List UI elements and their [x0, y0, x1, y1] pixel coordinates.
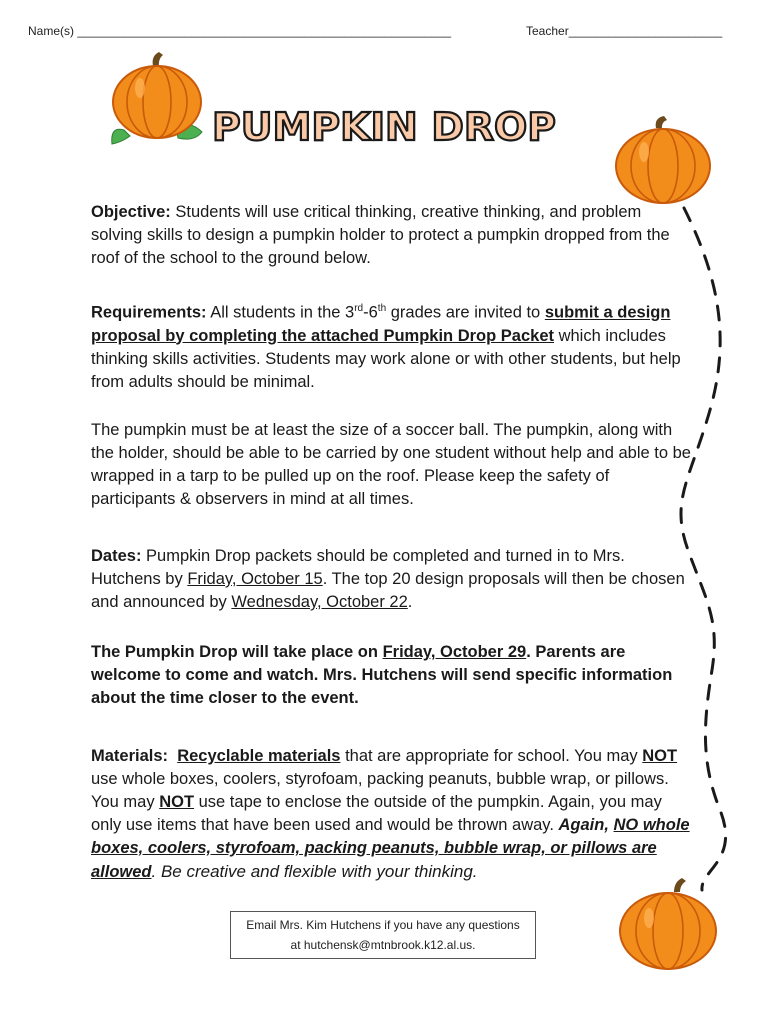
contact-box — [230, 911, 536, 959]
dates-text-b: . The top 20 design proposals will then be chosen and announced by — [91, 570, 685, 611]
materials-spacer — [168, 747, 177, 765]
names-field-label: Name(s) ________________________________________________________ — [28, 24, 452, 38]
pumpkin-size-section — [91, 419, 691, 511]
materials-closing: . Be creative and flexible with your thinking. — [151, 862, 478, 881]
due-date: Friday, October 15 — [187, 570, 323, 588]
requirements-text-d: which includes thinking skills activities. Students may work alone or with other students, but help from adults should be minimal. — [91, 326, 681, 391]
dates-text-c: . — [407, 593, 413, 611]
requirements-emphasis: submit a design proposal by completing the attached Pumpkin Drop Packet — [91, 303, 671, 345]
not-emphasis-2: NOT — [159, 793, 195, 811]
objective-text: Students will use critical thinking, creative thinking, and problem solving skills to design a pumpkin holder to protect a pumpkin dropped from the roof of the school to the ground below. — [91, 203, 670, 267]
superscript-rd: rd — [354, 303, 364, 314]
contact-line-1: Email Mrs. Kim Hutchens if you have any questions — [246, 918, 520, 932]
materials-section — [91, 745, 691, 884]
event-section — [91, 641, 691, 710]
requirements-section — [91, 297, 691, 394]
objective-section — [91, 201, 691, 270]
contact-email[interactable]: at hutchensk@mtnbrook.k12.al.us. — [290, 938, 476, 952]
recyclable-materials: Recyclable materials — [177, 747, 341, 765]
title-banner — [210, 100, 560, 150]
requirements-text-a: All students in the 3 — [206, 303, 355, 322]
announce-date: Wednesday, October 22 — [231, 593, 408, 611]
event-text-b: . Parents are welcome to come and watch. Mrs. Hutchens will send specific information about the time closer to the event. — [91, 643, 673, 707]
pumpkin-size-text: The pumpkin must be at least the size of a soccer ball. The pumpkin, along with the holder, should be able to be carried by one student without help and able to be wrapped in a tarp to be pulled up on the roof. Please keep the safety of participants & observers in mind at all times. — [91, 421, 691, 508]
event-date: Friday, October 29 — [382, 643, 527, 661]
prohibited-items: NO whole boxes, coolers, styrofoam, packing peanuts, bubble wrap, or pillows are allowed — [91, 816, 690, 881]
materials-text-b: use whole boxes, coolers, styrofoam, packing peanuts, bubble wrap, or pillows. You may — [91, 770, 669, 811]
page-title: PUMPKIN DROP — [212, 105, 556, 149]
dates-label: Dates: — [91, 547, 142, 565]
materials-text-a: that are appropriate for school. You may — [340, 747, 643, 765]
pumpkin-icon — [104, 50, 214, 146]
dates-section — [91, 545, 691, 614]
event-text-a: The Pumpkin Drop will take place on — [91, 643, 383, 661]
again-emphasis: Again, — [558, 816, 614, 834]
dates-text-a: Pumpkin Drop packets should be completed and turned in to Mrs. Hutchens by — [91, 547, 625, 588]
pumpkin-icon — [612, 114, 714, 206]
requirements-text-c: grades are invited to — [386, 303, 545, 322]
requirements-label: Requirements: — [91, 303, 207, 322]
materials-label: Materials: — [91, 747, 169, 765]
pumpkin-icon — [616, 876, 720, 972]
teacher-field-label: Teacher_______________________ — [526, 24, 723, 38]
requirements-text-b: -6 — [363, 303, 378, 322]
objective-label: Objective: — [91, 203, 171, 221]
superscript-th: th — [377, 303, 387, 314]
not-emphasis-1: NOT — [642, 747, 678, 765]
materials-text-c: use tape to enclose the outside of the pumpkin. Again, you may only use items that have been used and would be thrown away. — [91, 793, 662, 834]
